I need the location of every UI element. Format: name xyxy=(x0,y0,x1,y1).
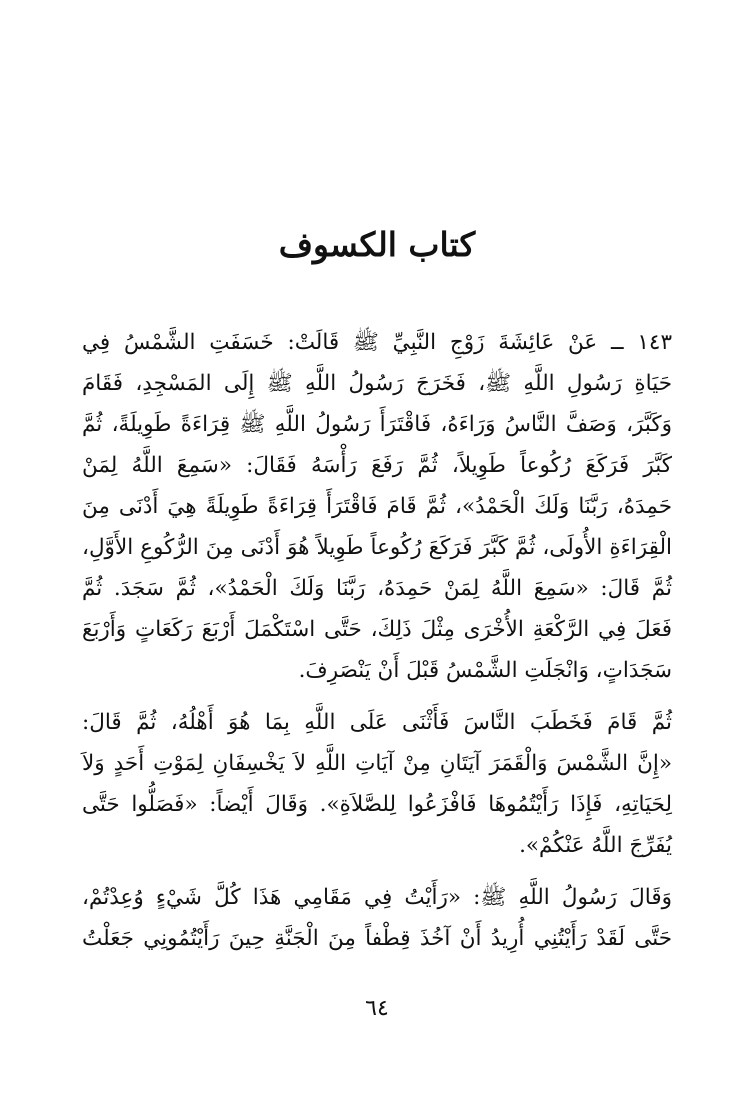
text-line: حَتَّى لَقَدْ رَأَيْتُنِي أُرِيدُ أَنْ آخُذَ قِطْفاً مِنَ الْجَنَّةِ حِينَ رَأَيْتُمُونِي جَعَلْتُ xyxy=(82,926,672,951)
text-line: لِحَيَاتِهِ، فَإِذَا رَأَيْتُمُوهَا فَافْزَعُوا لِلصَّلاَةِ». وَقَالَ أَيْضاً: «فَصَلُّوا حَتَّى xyxy=(82,792,672,817)
text-line: وَكَبَّرَ، وَصَفَّ النَّاسُ وَرَاءَهُ، فَاقْتَرَأَ رَسُولُ اللَّهِ ﷺ قِرَاءَةً طَوِيلَةً، ثُمَّ xyxy=(82,412,672,437)
text-line: يُفَرِّجَ اللَّهُ عَنْكُمْ». xyxy=(519,833,672,858)
text-line: حَمِدَهُ، رَبَّنَا وَلَكَ الْحَمْدُ»، ثُمَّ قَامَ فَاقْتَرَأَ قِرَاءَةً طَوِيلَةً هِيَ أَدْنَى مِنَ xyxy=(82,494,672,519)
paragraph-spacer xyxy=(82,691,672,702)
text-line: سَجَدَاتٍ، وَانْجَلَتِ الشَّمْسُ قَبْلَ أَنْ يَنْصَرِفَ. xyxy=(298,658,672,683)
text-line: فَعَلَ فِي الرَّكْعَةِ الأُخْرَى مِثْلَ ذَلِكَ، حَتَّى اسْتَكْمَلَ أَرْبَعَ رَكَعَاتٍ وَأَرْبَعَ xyxy=(82,617,672,642)
text-line: ثُمَّ قَامَ فَخَطَبَ النَّاسَ فَأَثْنَى عَلَى اللَّهِ بِمَا هُوَ أَهْلُهُ، ثُمَّ قَالَ: xyxy=(82,710,672,735)
text-line: وَقَالَ رَسُولُ اللَّهِ ﷺ: «رَأَيْتُ فِي مَقَامِي هَذَا كُلَّ شَيْءٍ وُعِدْتُمْ، xyxy=(82,885,672,910)
text-line: ١٤٣ ــ عَنْ عَائِشَةَ زَوْجِ النَّبِيِّ ﷺ قَالَتْ: خَسَفَتِ الشَّمْسُ فِي xyxy=(82,330,672,355)
text-line: «إِنَّ الشَّمْسَ وَالْقَمَرَ آيَتَانِ مِنْ آيَاتِ اللَّهِ لاَ يَخْسِفَانِ لِمَوْتِ أَحَدٍ وَلاَ xyxy=(82,751,672,776)
text-line: كَبَّرَ فَرَكَعَ رُكُوعاً طَوِيلاً، ثُمَّ رَفَعَ رَأْسَهُ فَقَالَ: «سَمِعَ اللَّهُ لِمَنْ xyxy=(82,453,672,478)
paragraph-spacer xyxy=(82,866,672,877)
paragraph-vision xyxy=(82,877,672,959)
chapter-title: كتاب الكسوف xyxy=(278,225,476,264)
paragraph-hadith-143 xyxy=(82,322,672,691)
text-line: الْقِرَاءَةِ الأُولَى، ثُمَّ كَبَّرَ فَرَكَعَ رُكُوعاً طَوِيلاً هُوَ أَدْنَى مِنَ الرُّكُوعِ الأَوَّلِ، xyxy=(82,535,672,560)
paragraph-sermon xyxy=(82,702,672,866)
text-line: حَيَاةِ رَسُولِ اللَّهِ ﷺ، فَخَرَجَ رَسُولُ اللَّهِ ﷺ إِلَى المَسْجِدِ، فَقَامَ xyxy=(82,371,672,396)
page-number: ٦٤ xyxy=(365,996,389,1021)
body-text xyxy=(82,322,672,959)
text-line: ثُمَّ قَالَ: «سَمِعَ اللَّهُ لِمَنْ حَمِدَهُ، رَبَّنَا وَلَكَ الْحَمْدُ»، ثُمَّ سَجَدَ. ثُمَّ xyxy=(82,576,672,601)
